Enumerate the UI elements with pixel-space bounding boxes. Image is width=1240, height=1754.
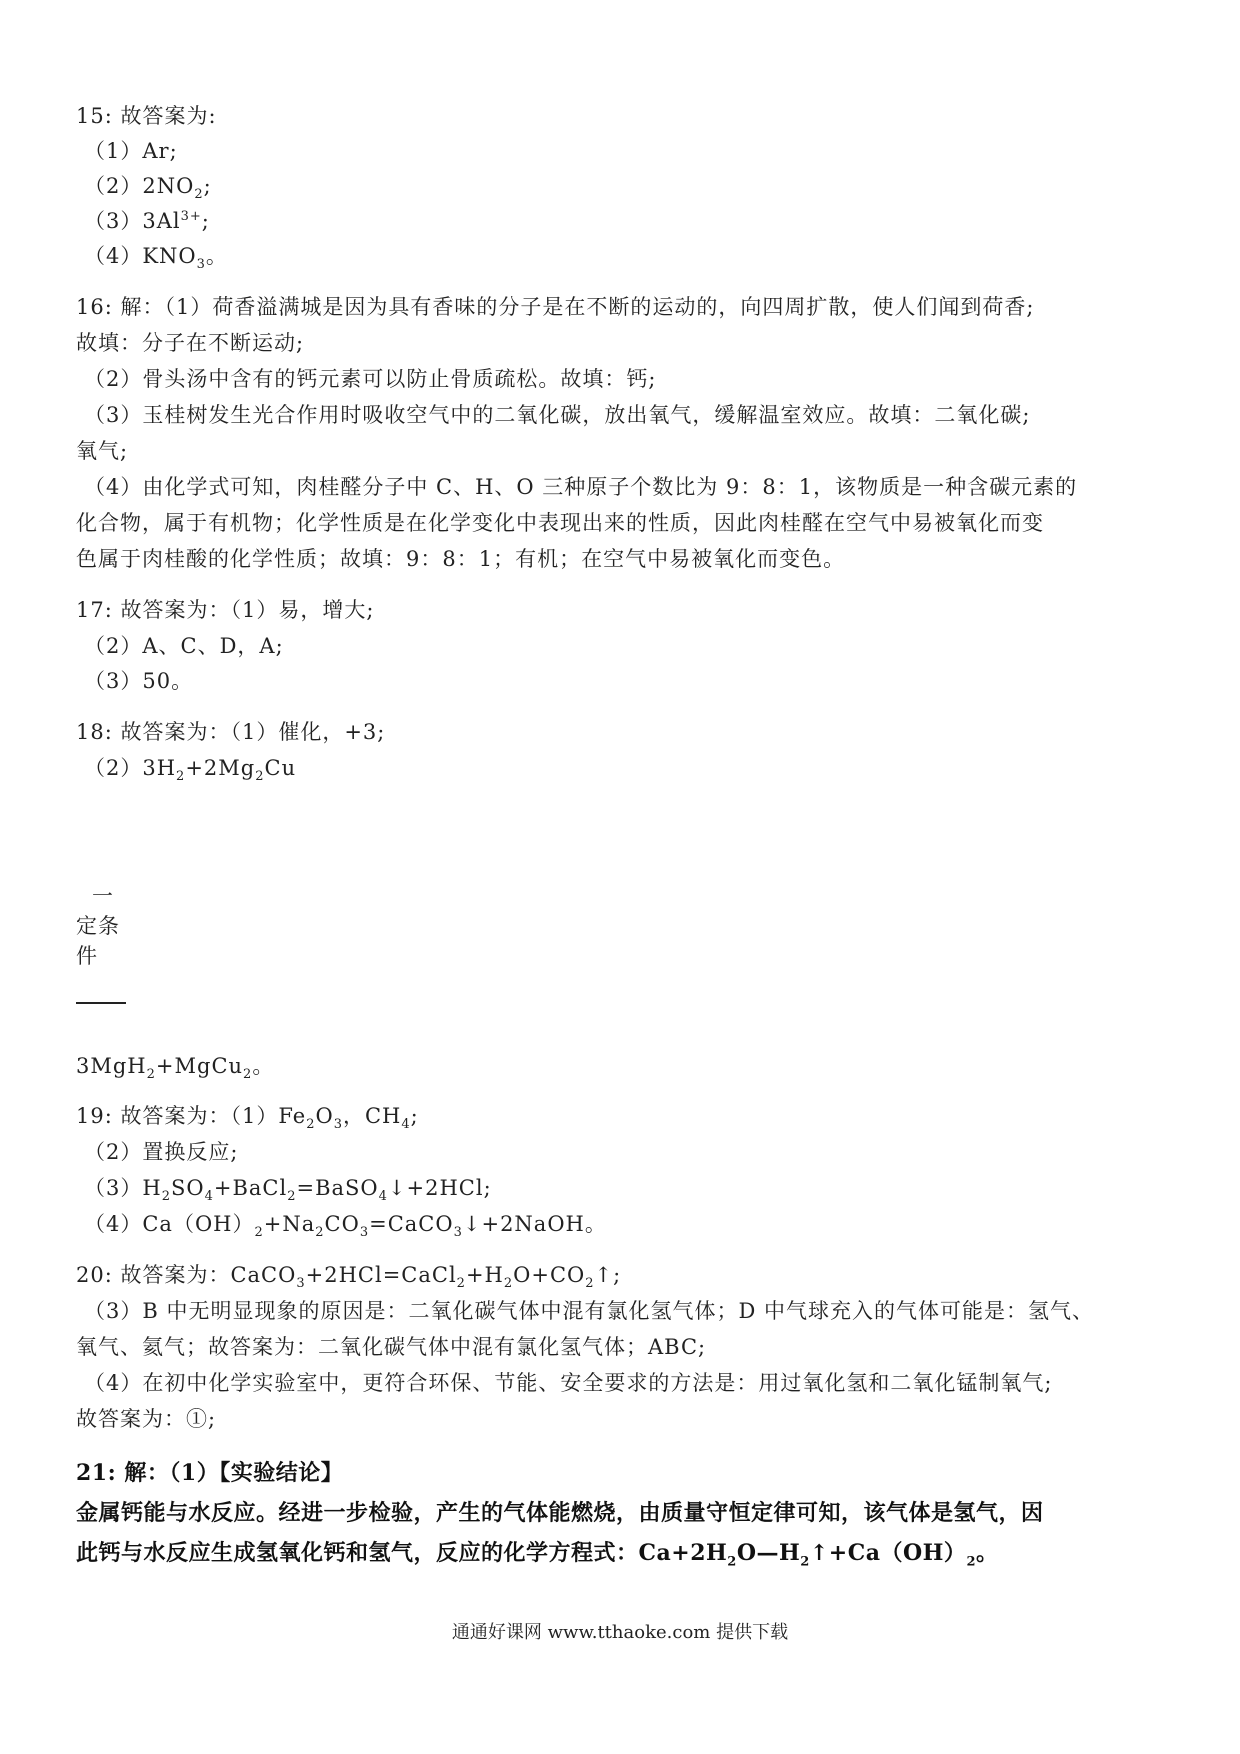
q16-line-4: （3）玉桂树发生光合作用时吸收空气中的二氧化碳，放出氧气，缓解温室效应。故填：二氧化碳; — [84, 403, 1031, 427]
q21-line-2: 金属钙能与水反应。经进一步检验，产生的气体能燃烧，由质量守恒定律可知，该气体是氢气，因 — [76, 1500, 1044, 1526]
q18-equation-right: 3MgH$_2$+MgCu$_2$。 — [76, 1054, 275, 1083]
q20-line-4: （4）在初中化学实验室中，更符合环保、节能、安全要求的方法是：用过氧化氢和二氧化锰制氧气; — [84, 1371, 1053, 1395]
q16-line-8: 色属于肉桂酸的化学性质；故填：9：8：1；有机；在空气中易被氧化而变色。 — [76, 547, 846, 571]
reaction-condition-2: 定条 — [76, 914, 120, 938]
q15-heading: 15: 故答案为: — [76, 104, 217, 128]
reaction-condition-3: 件 — [76, 944, 98, 968]
q16-line-1: 16: 解：（1）荷香溢满城是因为具有香味的分子是在不断的运动的，向四周扩散，使人们闻到荷香; — [76, 295, 1035, 319]
q16-line-2: 故填：分子在不断运动; — [76, 331, 305, 355]
q20-line-1: 20: 故答案为：$CaCO_3+2HCl=CaCl_2+H_2O+CO_2↑$; — [76, 1263, 622, 1292]
q15-answer-4: $(4)KNO_3$。 — [84, 244, 228, 273]
q20-line-5: 故答案为：①; — [76, 1407, 217, 1431]
q18-line-1: 18: 故答案为：（1）催化，+3; — [76, 720, 386, 744]
q16-line-5: 氧气; — [76, 439, 129, 463]
q21-heading: 21: 解：（1）【实验结论】 — [76, 1460, 344, 1486]
q17-line-2: （2）A、C、D，A; — [84, 634, 284, 658]
q19-line-1: 19: 故答案为：$(1)Fe_2O_3$，$CH_4$; — [76, 1104, 419, 1133]
q17-line-3: （3）50。 — [84, 669, 194, 693]
q16-line-7: 化合物，属于有机物；化学性质是在化学变化中表现出来的性质，因此肉桂醛在空气中易被氧化而变 — [76, 511, 1044, 535]
q19-line-3: $(3)H_2SO_4+BaCl_2=BaSO_4↓+2HCl$; — [84, 1176, 492, 1205]
q17-line-1: 17: 故答案为：（1）易，增大; — [76, 598, 375, 622]
q21-line-3: 此钙与水反应生成氢氧化钙和氢气，反应的化学方程式：$Ca+2H_2O—H_2↑+Ca(OH)_2$。 — [76, 1540, 999, 1570]
q15-answer-2: $(2)2NO_2$; — [84, 174, 212, 203]
page-footer: 通通好课网 www.tthaoke.com 提供下载 — [451, 1622, 789, 1643]
q19-line-2: （2）置换反应; — [84, 1140, 239, 1164]
q15-answer-3: $(3)3Al^{3+}$; — [84, 209, 210, 233]
q20-line-2: （3）B 中无明显现象的原因是：二氧化碳气体中混有氯化氢气体；D 中气球充入的气体可能是：氢气、 — [84, 1299, 1094, 1323]
q19-line-4: $(4)Ca(OH)_2+Na_2CO_3=CaCO_3↓+2NaOH$。 — [84, 1212, 607, 1241]
q16-line-3: （2）骨头汤中含有的钙元素可以防止骨质疏松。故填：钙; — [84, 367, 657, 391]
reaction-condition-1: 一 — [92, 884, 114, 908]
reaction-arrow-line — [76, 1002, 126, 1004]
q18-equation-left: $(2)3H_2+2Mg_2Cu$ — [84, 756, 297, 785]
q15-answer-1: （1）Ar; — [84, 139, 178, 163]
q20-line-3: 氧气、氦气；故答案为：二氧化碳气体中混有氯化氢气体；ABC; — [76, 1335, 707, 1359]
q16-line-6: （4）由化学式可知，肉桂醛分子中 C、H、O 三种原子个数比为 9：8：1，该物质是一种含碳元素的 — [84, 475, 1078, 499]
